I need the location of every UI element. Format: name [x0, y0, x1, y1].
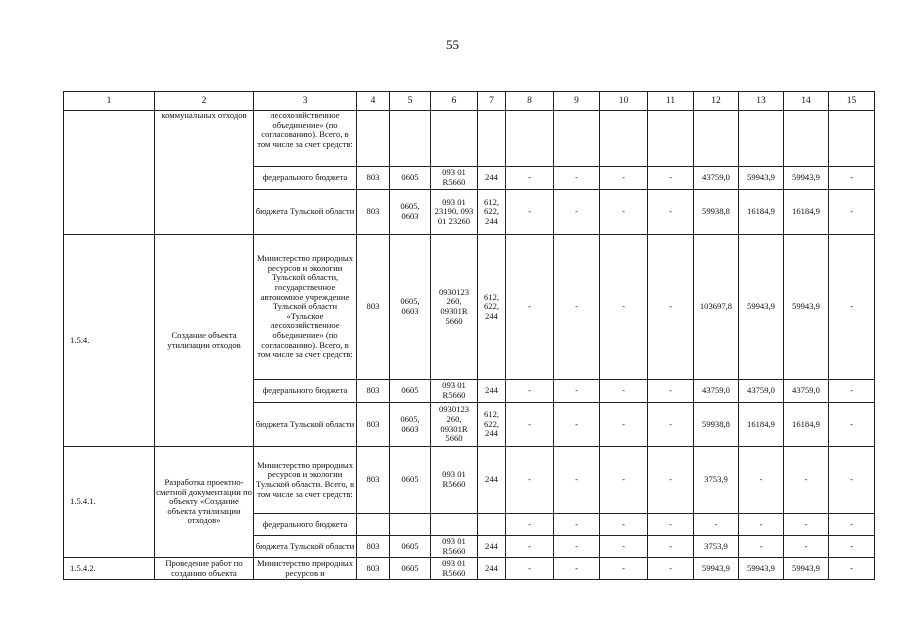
col-header: 7 [478, 92, 506, 111]
header-row [64, 92, 875, 111]
cell: 59943,9 [739, 558, 784, 580]
cell: - [739, 514, 784, 536]
item-name: коммунальных отходов [155, 111, 254, 235]
cell: - [554, 558, 600, 580]
cell: 093 01 23190, 093 01 23260 [431, 190, 478, 235]
cell: - [648, 447, 694, 514]
col-header: 5 [390, 92, 431, 111]
cell: 3753,9 [694, 536, 739, 558]
cell: 59943,9 [784, 167, 829, 190]
cell [478, 111, 506, 167]
cell: - [554, 380, 600, 403]
cell: - [739, 536, 784, 558]
cell: - [829, 447, 875, 514]
cell: - [600, 447, 648, 514]
col-header: 9 [554, 92, 600, 111]
cell: 59938,8 [694, 403, 739, 447]
cell [357, 111, 390, 167]
cell: - [506, 235, 554, 380]
cell: 43759,0 [694, 380, 739, 403]
funding-source: федерального бюджета [254, 380, 357, 403]
cell: 093 01 R5660 [431, 558, 478, 580]
cell: - [554, 167, 600, 190]
cell [506, 111, 554, 167]
cell: 43759,0 [694, 167, 739, 190]
col-header: 15 [829, 92, 875, 111]
cell: 0605 [390, 536, 431, 558]
cell [648, 111, 694, 167]
cell: - [648, 380, 694, 403]
cell: 803 [357, 536, 390, 558]
col-header: 10 [600, 92, 648, 111]
col-header: 13 [739, 92, 784, 111]
cell: 0930123 260, 09301R 5660 [431, 403, 478, 447]
col-header: 8 [506, 92, 554, 111]
cell: - [784, 536, 829, 558]
cell: - [600, 380, 648, 403]
col-header: 14 [784, 92, 829, 111]
cell: 3753,9 [694, 447, 739, 514]
cell [694, 111, 739, 167]
cell: 612, 622, 244 [478, 235, 506, 380]
cell: 16184,9 [784, 190, 829, 235]
cell [600, 111, 648, 167]
cell: - [554, 235, 600, 380]
cell: 244 [478, 447, 506, 514]
item-number [64, 111, 155, 235]
cell: - [829, 558, 875, 580]
cell: - [506, 536, 554, 558]
cell: 803 [357, 403, 390, 447]
cell: 803 [357, 380, 390, 403]
cell [554, 111, 600, 167]
cell: 803 [357, 558, 390, 580]
funding-source: федерального бюджета [254, 167, 357, 190]
cell: - [829, 536, 875, 558]
cell: - [829, 190, 875, 235]
cell: 43759,0 [739, 380, 784, 403]
cell [784, 111, 829, 167]
funding-source: бюджета Тульской области [254, 190, 357, 235]
item-name: Проведение работ по созданию объекта [155, 558, 254, 580]
cell: - [600, 167, 648, 190]
col-header: 1 [64, 92, 155, 111]
cell: - [506, 403, 554, 447]
cell: 16184,9 [739, 403, 784, 447]
cell [739, 111, 784, 167]
cell: - [600, 536, 648, 558]
item-number: 1.5.4. [64, 235, 155, 447]
cell: - [648, 167, 694, 190]
col-header: 3 [254, 92, 357, 111]
cell: - [648, 558, 694, 580]
cell: 0605 [390, 380, 431, 403]
cell: 803 [357, 167, 390, 190]
cell: 612, 622, 244 [478, 190, 506, 235]
cell [431, 111, 478, 167]
cell: - [506, 447, 554, 514]
cell: 59943,9 [694, 558, 739, 580]
cell: - [784, 447, 829, 514]
cell: - [829, 380, 875, 403]
item-number: 1.5.4.1. [64, 447, 155, 558]
cell: 59943,9 [784, 235, 829, 380]
cell: - [829, 403, 875, 447]
funding-source: федерального бюджета [254, 514, 357, 536]
cell: 244 [478, 167, 506, 190]
cell [390, 111, 431, 167]
cell: - [648, 514, 694, 536]
cell: - [506, 558, 554, 580]
cell: - [506, 190, 554, 235]
cell: - [506, 514, 554, 536]
cell [357, 514, 390, 536]
cell: 103697,8 [694, 235, 739, 380]
cell: - [554, 447, 600, 514]
col-header: 2 [155, 92, 254, 111]
cell: 803 [357, 447, 390, 514]
cell: 093 01 R5660 [431, 380, 478, 403]
cell: - [694, 514, 739, 536]
cell: - [829, 235, 875, 380]
cell: - [648, 235, 694, 380]
col-header: 4 [357, 92, 390, 111]
cell: 612, 622, 244 [478, 403, 506, 447]
cell: 093 01 R5660 [431, 167, 478, 190]
page-number: 55 [446, 37, 459, 52]
cell: 0605, 0603 [390, 190, 431, 235]
cell: 0605 [390, 167, 431, 190]
cell: - [829, 167, 875, 190]
funding-source: бюджета Тульской области [254, 536, 357, 558]
table-row [64, 447, 875, 514]
cell: - [600, 190, 648, 235]
cell: 0930123 260, 09301R 5660 [431, 235, 478, 380]
cell [431, 514, 478, 536]
funding-source: бюджета Тульской области [254, 403, 357, 447]
cell: - [506, 380, 554, 403]
cell: 0605, 0603 [390, 235, 431, 380]
cell: 244 [478, 558, 506, 580]
item-name: Создание объекта утилизации отходов [155, 235, 254, 447]
cell: - [554, 536, 600, 558]
table-row [64, 235, 875, 380]
cell: - [554, 190, 600, 235]
cell: 59943,9 [784, 558, 829, 580]
cell: - [600, 235, 648, 380]
cell: 244 [478, 380, 506, 403]
cell: 59938,8 [694, 190, 739, 235]
executor: Министерство природных ресурсов и [254, 558, 357, 580]
cell: - [739, 447, 784, 514]
executor: лесохозяйственное объединение» (по согласованию). Всего, в том числе за счет средств: [254, 111, 357, 167]
cell: - [784, 514, 829, 536]
executor: Министерство природных ресурсов и экологии Тульской области, государственное автономное учреждение Тульской области «Тульское лесохозяйственное объединение» (по согласованию). Всего, в том числе за счет средств: [254, 235, 357, 380]
cell: 0605 [390, 447, 431, 514]
cell: 803 [357, 190, 390, 235]
cell: - [648, 536, 694, 558]
cell: - [600, 514, 648, 536]
cell: - [506, 167, 554, 190]
cell: 43759,0 [784, 380, 829, 403]
cell: 59943,9 [739, 167, 784, 190]
item-number: 1.5.4.2. [64, 558, 155, 580]
cell: 244 [478, 536, 506, 558]
cell: - [648, 403, 694, 447]
table-row [64, 111, 875, 167]
executor: Министерство природных ресурсов и экологии Тульской области. Всего, в том числе за счет средств: [254, 447, 357, 514]
item-name: Разработка проектно-сметной документации по объекту «Создание объекта утилизации отходов» [155, 447, 254, 558]
cell: - [600, 403, 648, 447]
cell: - [554, 403, 600, 447]
cell [829, 111, 875, 167]
cell: - [600, 558, 648, 580]
budget-table [63, 91, 875, 580]
table-row [64, 558, 875, 580]
col-header: 11 [648, 92, 694, 111]
cell [390, 514, 431, 536]
cell [478, 514, 506, 536]
cell: 093 01 R5660 [431, 536, 478, 558]
cell: 16184,9 [784, 403, 829, 447]
cell: - [829, 514, 875, 536]
cell: 59943,9 [739, 235, 784, 380]
col-header: 6 [431, 92, 478, 111]
cell: 0605 [390, 558, 431, 580]
cell: - [554, 514, 600, 536]
cell: - [648, 190, 694, 235]
cell: 093 01 R5660 [431, 447, 478, 514]
col-header: 12 [694, 92, 739, 111]
cell: 803 [357, 235, 390, 380]
cell: 16184,9 [739, 190, 784, 235]
cell: 0605, 0603 [390, 403, 431, 447]
